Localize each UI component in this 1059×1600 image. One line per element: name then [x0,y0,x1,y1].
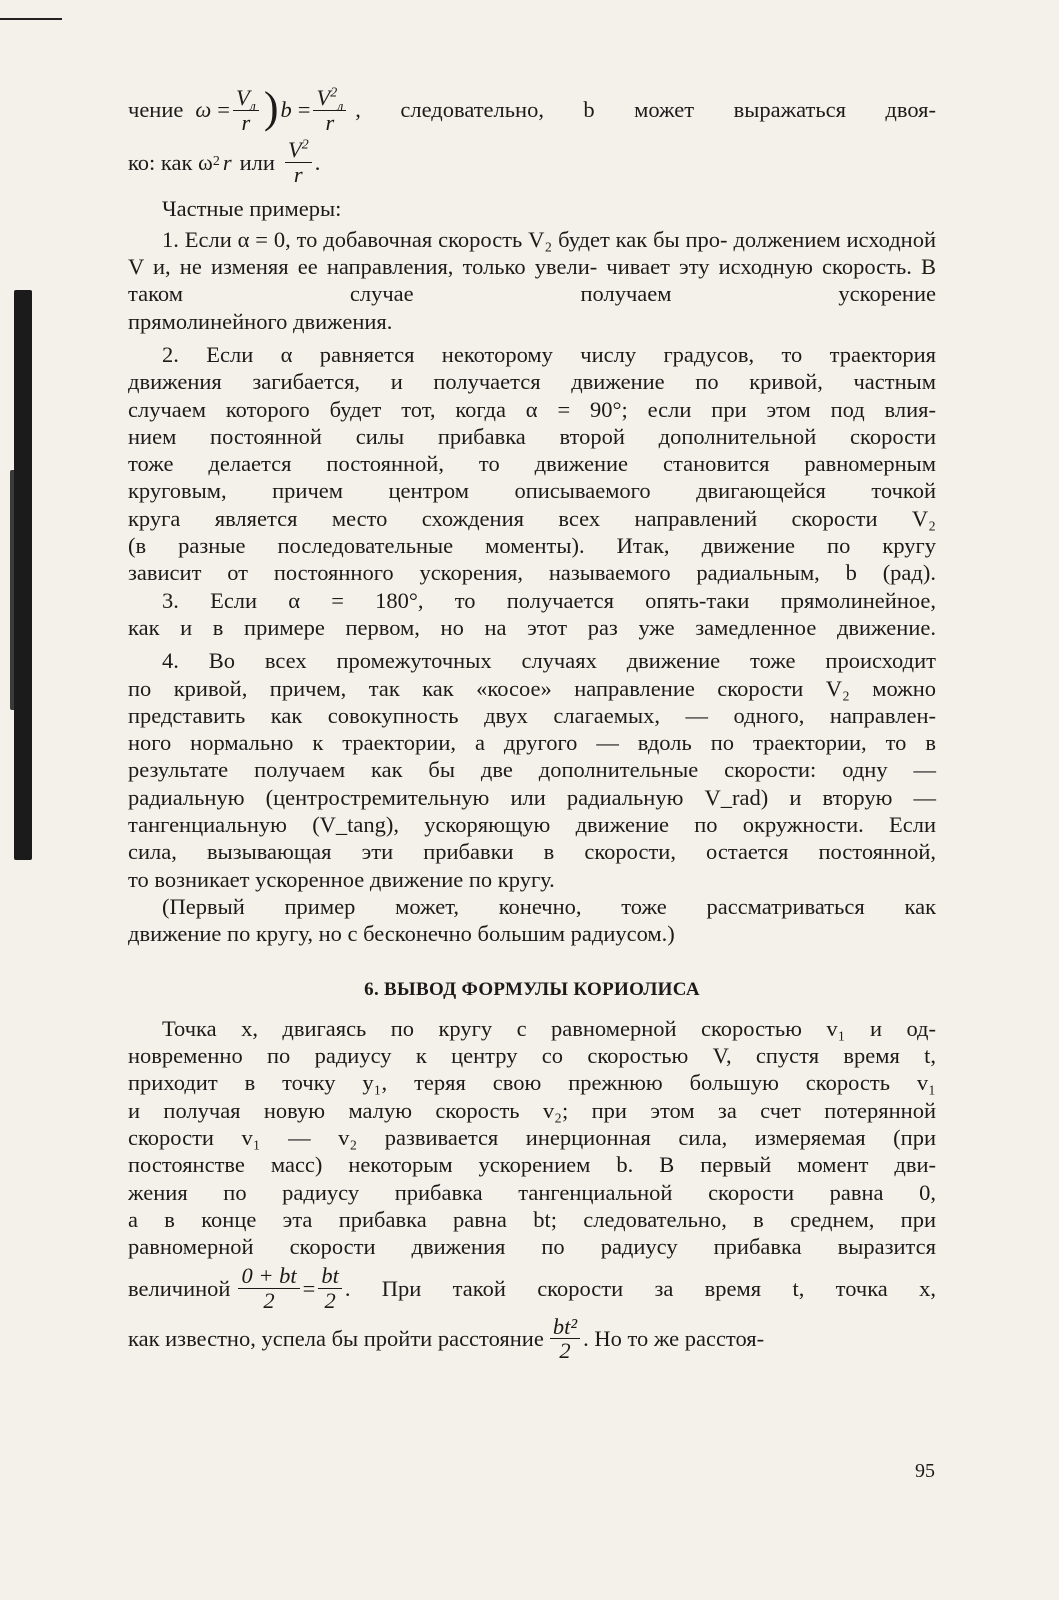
example-1: 1. Если α = 0, то добавочная скорость V₂ будет как бы про- должением исходной V и, не изменяя ее направления, только увели- чивает эту исходную скорость. В таком случае получаем ускорение [128,226,937,307]
example-1-end: прямолинейного движения. [128,308,393,334]
text-fragment: ко: как ω [128,149,213,175]
fraction-bt-over-2: $\frac{bt}{2}$ [318,1264,342,1312]
fraction-v2-over-r-2: $\frac{V^2}{r}$ [285,138,312,186]
formula-line-3: величиной $\frac{0 + bt}{2}$ = $\frac{bt}{2}$ . При такой скорости за время t, точка x, [128,1263,936,1314]
example-4: 4. Во всех промежуточных случаях движение тоже происходит по кривой, причем, так как «косое» направление скорости V₂ можно представить как совокупность двух слагаемых, — одного, направлен- ного нормально к траектории, а другого — вдоль по траектории, то в результате получаем как бы две дополнительные скорости: одну — радиальную (центростремительную или радиальную V_rad) и вторую — тангенциальную (V_tang), ускоряющую движение по окружности. Если сила, вызывающая эти прибавки в скорости, остается постоянной, то возникает ускоренное движение по кругу. [128,648,936,892]
text-column [128,83,937,1364]
section-6-body: Точка x, двигаясь по кругу с равномерной скоростью v₁ и од- новременно по радиусу к центру со скоростью V, спустя время t, приходит в точку y₁, теряя свою прежнюю большую скорость v₁ и получая новую малую скорость v₂; при этом за счет потерянной скорости v₁ — v₂ развивается инерционная сила, измеряемая (при постоянстве масс) некоторым ускорением b. В первый момент дви- жения по радиусу прибавка тангенциальной скорости равна 0, а в конце эта прибавка равна bt; следовательно, в среднем, при равномерной скорости движения по радиусу прибавка выразится [128,1015,936,1260]
formula-line-2: ко: как ω 2 r или $\frac{V^2}{r}$ . [128,137,321,187]
omega-symbol: ω [195,97,212,123]
b-symbol: b [280,97,292,123]
example-2: 2. Если α равняется некоторому числу градусов, то траектория движения загибается, и получается движение по кривой, частным случаем которого будет тот, когда α = 90°; если при этом под влия- нием постоянной силы прибавка второй дополнительной скорости тоже делается постоянной, то движение становится равномерным круговым, причем центром описываемого двигающейся точкой круга является место схождения всех направлений скорости V₂ (в разные последовательные моменты). Итак, движение по кругу зависит от постоянного ускорения, называемого радиальным, b (рад). [128,341,936,586]
fraction-v-over-r: $\frac{V_л}{r}$ [233,86,259,134]
fraction-0-plus-bt-over-2: $\frac{0 + bt}{2}$ [238,1264,299,1312]
text-fragment: , следовательно, b может выражаться двоя- [355,97,936,123]
text-fragment: чение [128,97,184,123]
example-5-note: (Первый пример может, конечно, тоже рассматриваться как движение по кругу, но с бесконечно большим радиусом.) [128,893,936,947]
formula-line-1 [128,83,936,135]
examples-title: Частные примеры: [162,195,342,221]
section-heading: 6. ВЫВОД ФОРМУЛЫ КОРИОЛИСА [364,978,700,1000]
scan-margin-mark [14,290,32,860]
fraction-bt2-over-2: $\frac{\text{bt²}}{2}$ [550,1315,580,1363]
formula-line-4: как известно, успела бы пройти расстояние $\frac{\text{bt²}}{2}$ . Но то же расстоя- [128,1313,765,1364]
page-number: 95 [915,1460,935,1482]
equals-sign: = [297,97,311,123]
equals-sign: = [217,97,230,123]
page-edge-rule [0,18,62,20]
example-3: 3. Если α = 180°, то получается опять-таки прямолинейное, как и в примере первом, но на этот раз уже замедленное движение. [128,587,936,640]
scan-margin-mark-thin [10,470,16,710]
fraction-v2-over-r: $\frac{V^2_л}{r}$ [313,86,346,134]
closing-paren: ) [263,83,279,133]
